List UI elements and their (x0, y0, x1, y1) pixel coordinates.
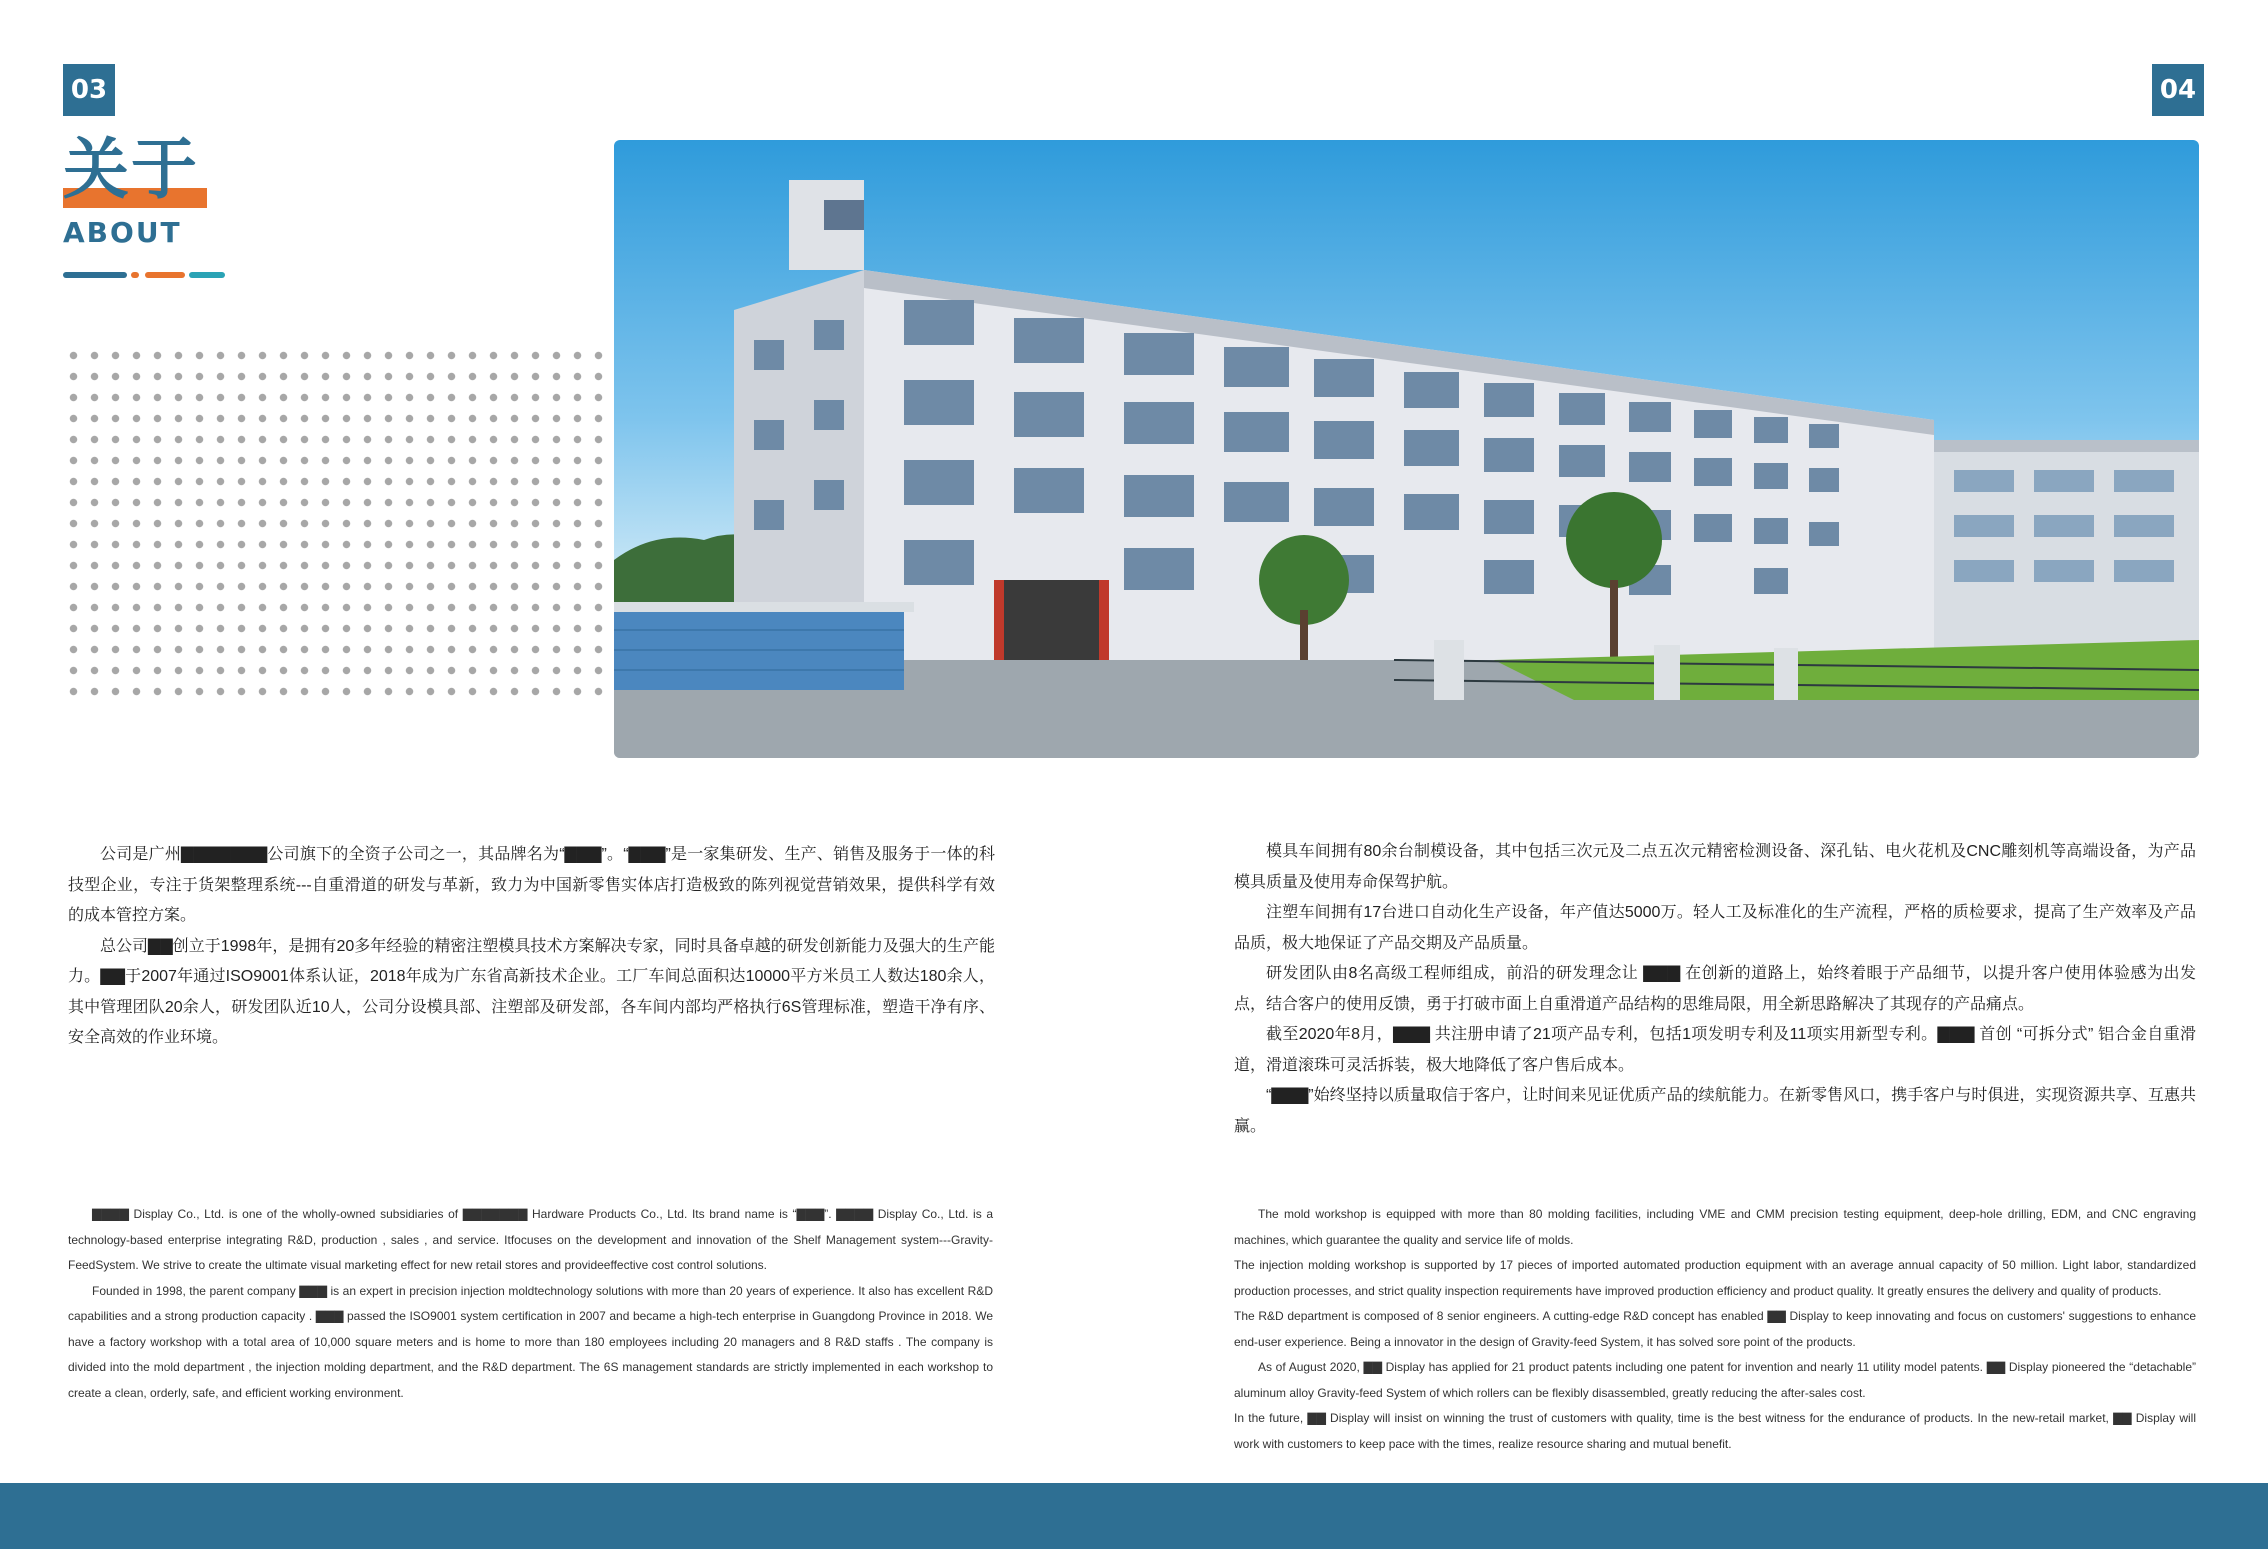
page-number-right: 04 (2152, 64, 2204, 116)
cn-right-paragraph-5: “▇▇▇”始终坚持以质量取信于客户，让时间来见证优质产品的续航能力。在新零售风口，携手客户与时俱进，实现资源共享、互惠共赢。 (1234, 1087, 2196, 1135)
cn-right-paragraph-1: 模具车间拥有80余台制模设备，其中包括三次元及二点五次元精密检测设备、深孔钻、电火花机及CNC雕刻机等高端设备，为产品模具质量及使用寿命保驾护航。 (1234, 843, 2196, 891)
title-chinese: 关于 (63, 131, 199, 208)
about-text-chinese-left (68, 840, 995, 1054)
en-left-paragraph-1: ▇▇▇▇ Display Co., Ltd. is one of the wholly-owned subsidiaries of ▇▇▇▇▇▇▇ Hardware Products Co., Ltd. Its brand name is “▇▇▇”. ▇▇▇▇ Display Co., Ltd. is a technology-based enterprise integrating R&D, production , sales , and service. Itfocuses on the development and innovation of the Shelf Management system---Gravity- FeedSystem. We strive to create the ultimate visual marketing effect for new retail stores and provideeffective cost control solutions. (68, 1207, 993, 1272)
en-right-paragraph-5: In the future, ▇▇ Display will insist on winning the trust of customers with quality, time is the best witness for the endurance of products. In the new-retail market, ▇▇ Display will work with customers to keep pace with the times, realize resource sharing and mutual benefit. (1234, 1411, 2196, 1451)
cn-right-paragraph-3: 研发团队由8名高级工程师组成，前沿的研发理念让 ▇▇▇ 在创新的道路上，始终着眼于产品细节，以提升客户使用体验感为出发点，结合客户的使用反馈，勇于打破市面上自重滑道产品结构的思维局限，用全新思路解决了其现存的产品痛点。 (1234, 965, 2196, 1013)
cn-right-paragraph-2: 注塑车间拥有17台进口自动化生产设备，年产值达5000万。轻人工及标准化的生产流程，严格的质检要求，提高了生产效率及产品品质，极大地保证了产品交期及产品质量。 (1234, 904, 2196, 952)
cn-left-paragraph-2: 总公司▇▇创立于1998年，是拥有20多年经验的精密注塑模具技术方案解决专家，同时具备卓越的研发创新能力及强大的生产能力。▇▇于2007年通过ISO9001体系认证，2018年成为广东省高新技术企业。工厂车间总面积达10000平方米员工人数达180余人， 其中管理团队20余人，研发团队近10人，公司分设模具部、注塑部及研发部，各车间内部均严格执行6S管理标准，塑造干净有序、安全高效的作业环境。 (68, 937, 995, 1046)
section-title (63, 131, 199, 249)
factory-building-icon (614, 140, 2199, 758)
en-right-paragraph-3: The R&D department is composed of 8 senior engineers. A cutting-edge R&D concept has enabled ▇▇ Display to keep innovating and focus on customers' suggestions to enhance end-user experience. Being a innovator in the design of Gravity-feed System, it has solved sore point of the products. (1234, 1309, 2196, 1349)
about-text-english-right (1234, 1202, 2196, 1457)
en-right-paragraph-2: The injection molding workshop is supported by 17 pieces of imported automated production equipment with an average annual capacity of 50 million. Light labor, standardized production processes, and strict quality inspection requirements have improved production efficiency and product quality. It greatly ensures the delivery and quality of products. (1234, 1258, 2196, 1298)
en-right-paragraph-4: As of August 2020, ▇▇ Display has applied for 21 product patents including one patent for invention and nearly 11 utility model patents. ▇▇ Display pioneered the “detachable” aluminum alloy Gravity-feed System of which rollers can be flexibly disassembled, greatly reducing the after-sales cost. (1234, 1360, 2196, 1400)
en-right-paragraph-1: The mold workshop is equipped with more than 80 molding facilities, including VME and CMM precision testing equipment, deep-hole drilling, EDM, and CNC engraving machines, which guarantee the quality and service life of molds. (1234, 1207, 2196, 1247)
about-text-english-left (68, 1202, 993, 1406)
page-number-left: 03 (63, 64, 115, 116)
footer-band (0, 1483, 2268, 1549)
cn-left-paragraph-1: 公司是广州▇▇▇▇▇▇▇公司旗下的全资子公司之一，其品牌名为“▇▇▇”。“▇▇▇”是一家集研发、生产、销售及服务于一体的科技型企业，专注于货架整理系统---自重滑道的研发与革新，致力为中国新零售实体店打造极致的陈列视觉营销效果，提供科学有效的成本管控方案。 (68, 846, 995, 924)
dot-pattern-decoration (63, 345, 615, 705)
title-english: ABOUT (63, 216, 182, 249)
about-text-chinese-right (1234, 837, 2196, 1142)
cn-right-paragraph-4: 截至2020年8月，▇▇▇ 共注册申请了21项产品专利，包括1项发明专利及11项实用新型专利。▇▇▇ 首创 “可拆分式” 铝合金自重滑道，滑道滚珠可灵活拆装，极大地降低了客户售后成本。 (1234, 1026, 2196, 1074)
en-left-paragraph-2: Founded in 1998, the parent company ▇▇▇ is an expert in precision injection moldtechnology solutions with more than 20 years of experience. It also has excellent R&D capabilities and a strong production capacity . ▇▇▇ passed the ISO9001 system certification in 2007 and became a high-tech enterprise in Guangdong Province in 2018. We have a factory workshop with a total area of 10,000 square meters and is home to more than 180 employees including 20 managers and 8 R&D staffs . The company is divided into the mold department , the injection molding department, and the R&D department. The 6S management standards are strictly implemented in each workshop to create a clean, orderly, safe, and efficient working environment. (68, 1283, 993, 1400)
factory-building-photo (614, 140, 2199, 758)
